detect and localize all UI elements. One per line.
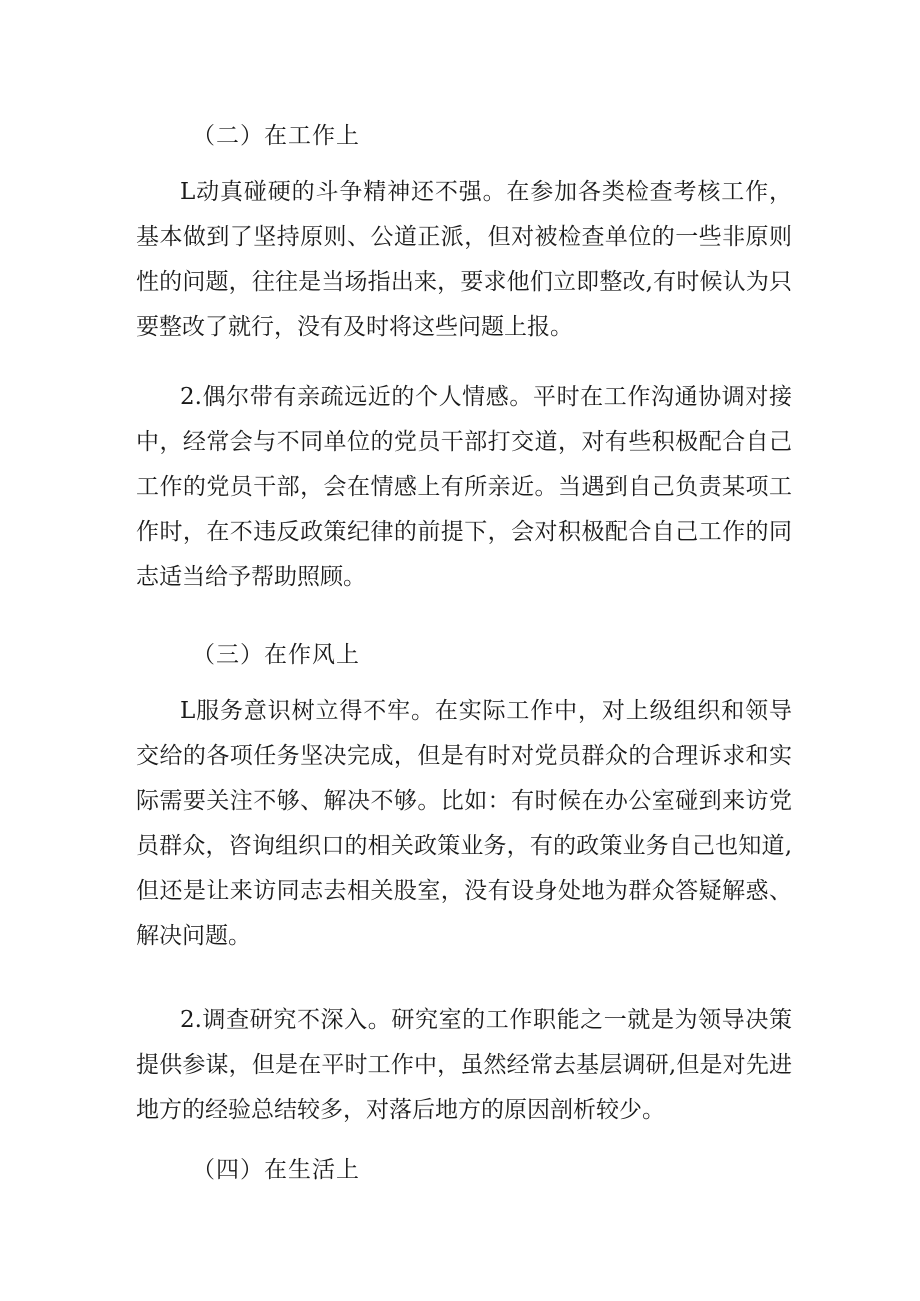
text-line: 但还是让来访同志去相关股室，没有设身处地为群众答疑解惑、 — [136, 878, 792, 904]
text-line: L服务意识树立得不牢。在实际工作中，对上级组织和领导 — [180, 698, 792, 724]
text-line: L动真碰硬的斗争精神还不强。在参加各类检查考核工作， — [180, 179, 792, 205]
text-line: 性的问题，往往是当场指出来，要求他们立即整改,有时候认为只 — [136, 269, 792, 295]
text-line: 解决问题。 — [136, 923, 251, 949]
text-line: 中，经常会与不同单位的党员干部打交道，对有些积极配合自己 — [136, 429, 792, 455]
text-line: 地方的经验总结较多，对落后地方的原因剖析较少。 — [136, 1097, 665, 1123]
paragraph-style-2 — [136, 998, 792, 1133]
text-line: 工作的党员干部，会在情感上有所亲近。当遇到自己负责某项工 — [136, 474, 792, 500]
paragraph-style-1 — [136, 689, 792, 959]
text-line: 作时，在不违反政策纪律的前提下，会对积极配合自己工作的同 — [136, 519, 792, 545]
text-line: 志适当给予帮助照顾。 — [136, 564, 366, 590]
text-line: 员群众，咨询组织口的相关政策业务，有的政策业务自己也知道, — [136, 833, 792, 859]
text-line: 交给的各项任务坚决完成，但是有时对党员群众的合理诉求和实 — [136, 743, 792, 769]
text-line: 要整改了就行，没有及时将这些问题上报。 — [136, 314, 573, 340]
text-line: 2.调查研究不深入。研究室的工作职能之一就是为领导决策 — [180, 1007, 792, 1033]
section-heading-life: （四）在生活上 — [192, 1157, 360, 1183]
text-line: 际需要关注不够、解决不够。比如：有时候在办公室碰到来访党 — [136, 788, 792, 814]
text-line: 基本做到了坚持原则、公道正派，但对被检查单位的一些非原则 — [136, 224, 792, 250]
section-heading-work: （二）在工作上 — [192, 123, 360, 149]
paragraph-work-1 — [136, 170, 792, 350]
section-heading-style: （三）在作风上 — [192, 642, 360, 668]
text-line: 提供参谋，但是在平时工作中，虽然经常去基层调研,但是对先进 — [136, 1052, 792, 1078]
paragraph-work-2 — [136, 375, 792, 600]
text-line: 2.偶尔带有亲疏远近的个人情感。平时在工作沟通协调对接 — [180, 384, 792, 410]
